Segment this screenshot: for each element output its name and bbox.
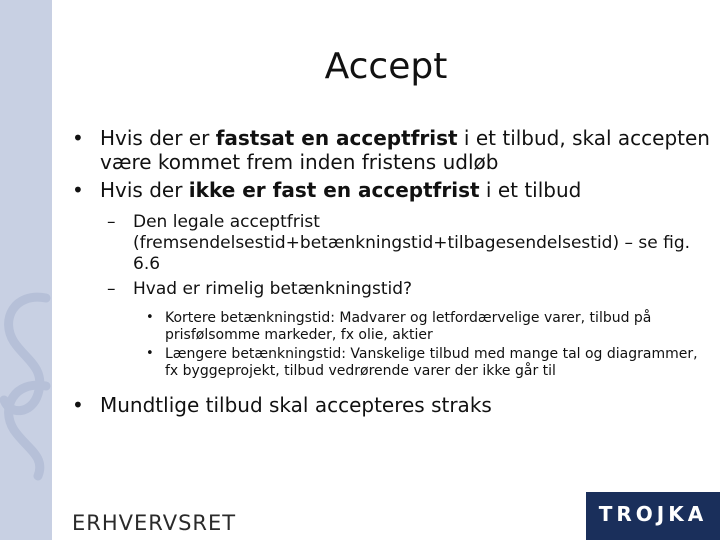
bullet-text: Mundtlige tilbud skal accepteres straks	[100, 393, 492, 417]
sub-bullet-text: Den legale acceptfrist (fremsendelsestid+betænkningstid+tilbagesendelsestid) – se fig. 6.6	[133, 212, 691, 274]
sub-sub-bullet-point	[142, 310, 712, 343]
bullet-marker: •	[72, 393, 84, 417]
sub-sub-bullet-point	[142, 346, 712, 379]
bullet-marker: •	[72, 126, 84, 150]
sub-sub-bullet-list	[72, 310, 712, 379]
trojka-logo-text: TROJKA	[598, 502, 708, 526]
sub-bullet-list	[72, 212, 712, 379]
bullet-marker: •	[146, 310, 154, 325]
sub-sub-bullet-text: Kortere betænkningstid: Madvarer og letfordærvelige varer, tilbud på prisfølsomme markeder, fx olie, aktier	[165, 310, 652, 343]
dash-marker: –	[107, 279, 116, 299]
bullet-point	[72, 393, 712, 417]
bullet-text: Hvis der	[100, 178, 189, 202]
bullet-marker: •	[146, 346, 154, 361]
bullet-point	[72, 178, 712, 202]
sub-sub-bullet-text: Længere betænkningstid: Vanskelige tilbud med mange tal og diagrammer, fx byggeprojekt, tilbud vedrørende varer der ikke går til	[165, 346, 698, 379]
bullet-text: i et tilbud	[479, 178, 582, 202]
bullet-text: Hvis der er	[100, 126, 216, 150]
slide-body	[72, 126, 712, 421]
sub-bullet-text: Hvad er rimelig betænkningstid?	[133, 279, 413, 299]
bullet-text-bold: fastsat en acceptfrist	[215, 126, 458, 150]
sub-bullet-point	[107, 212, 712, 275]
sub-bullet-point	[107, 279, 712, 300]
bullet-text: i et tilbud, skal accepten være kommet frem inden fristens udløb	[100, 126, 710, 174]
bullet-text-bold: ikke er fast en acceptfrist	[188, 178, 480, 202]
section-symbol-watermark-icon	[0, 290, 52, 490]
bullet-marker: •	[72, 178, 84, 202]
erhvervsret-brand-text: ERHVERVSRET	[72, 511, 237, 535]
bullet-point	[72, 126, 712, 174]
slide-title: Accept	[324, 46, 448, 87]
dash-marker: –	[107, 212, 116, 232]
trojka-logo	[586, 492, 720, 540]
